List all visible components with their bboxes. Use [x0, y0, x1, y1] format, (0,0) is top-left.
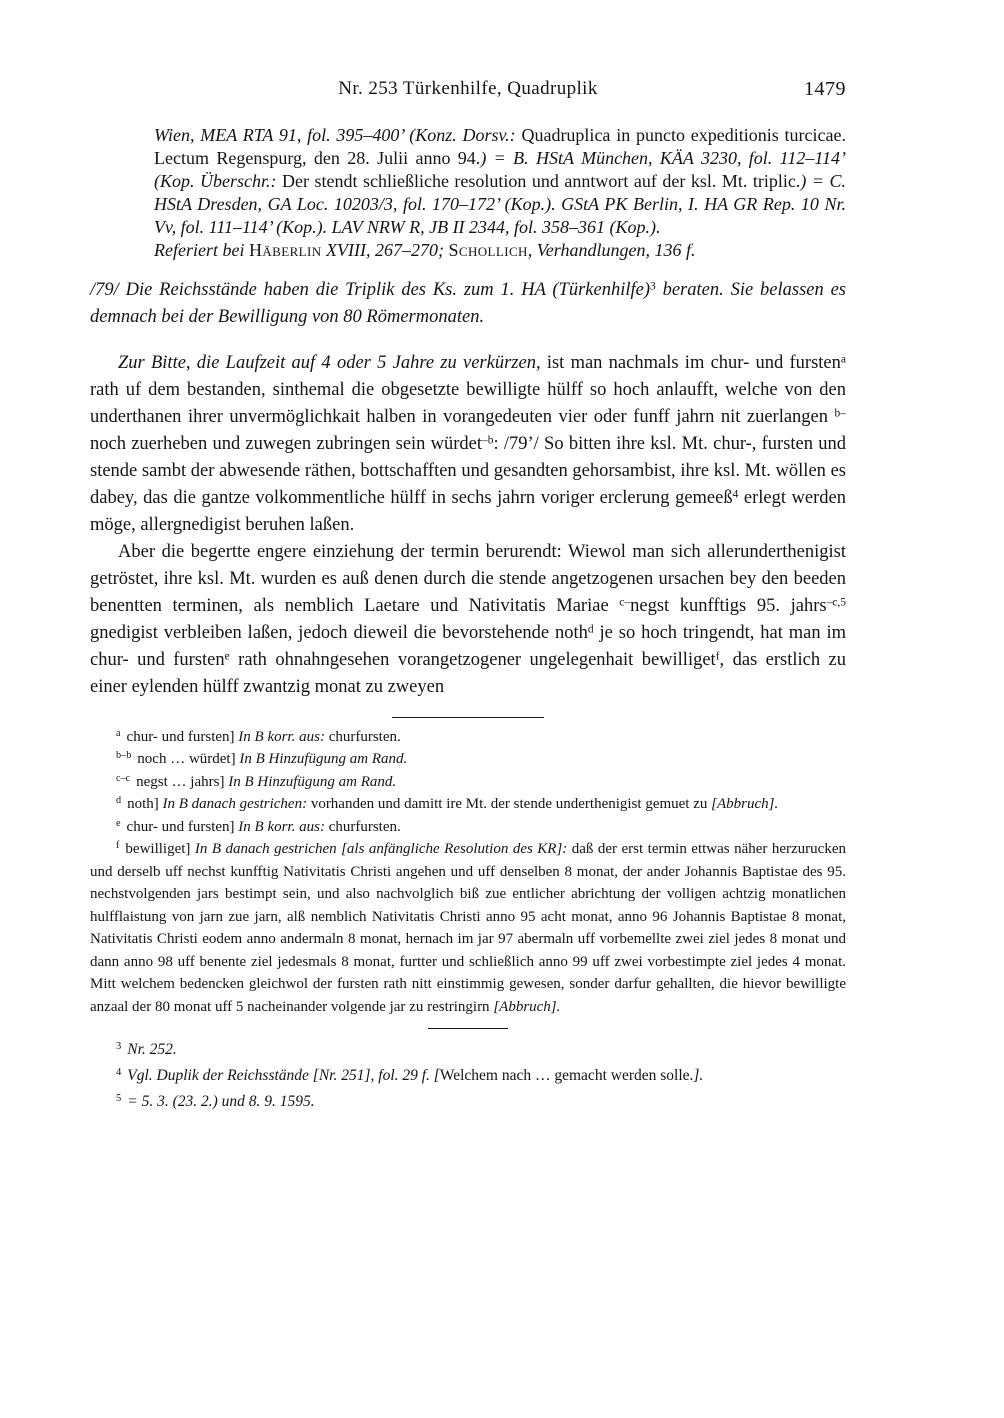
text-block	[90, 78, 846, 1115]
note-text: bewilliget] In B danach gestrichen [als anfängliche Resolution des KR]: daß der erst termin ettwas näher herzurucken und derselb uff nechst kunfftig Nativitatis Christi angehen und uff denselben 8 monat, der ander Johannis Baptistae des 95. nechstvolgenden jars bestimpt sein, und also nachvolglich biß zue entlicher abrichtung der volligen achtzig monatlichen hulfflaistung von jarn zue jarn, alß nemblich Nativitatis Christi anno 95 acht monat, anno 96 Johannis Baptistae 8 monat, Nativitatis Christi eodem anno andermaln 8 monat, hernach im jar 97 abermaln uff vorbemellte zwei ziel jedes 8 monat und dann anno 98 uff benente ziel jedesmals 8 monat, furtter und schließlich anno 99 uff zwei vorbestimpte ziel jedes 4 monat. Mitt welchem bedencken gleichwol der fursten rath nitt einstimmig gewesen, sonder darfur gehallten, die hievor bewilligte anzaal der 80 monat uff 5 nacheinander volgende jar zu restringirn [Abbruch].	[90, 841, 846, 1015]
header-title: Nr. 253 Türkenhilfe, Quadruplik	[338, 78, 598, 99]
note-text: noth] In B danach gestrichen: vorhanden und damitt ire Mt. der stende underthenigist gemuet zu [Abbruch].	[127, 796, 779, 812]
footnote-text: = 5. 3. (23. 2.) und 8. 9. 1595.	[127, 1093, 315, 1110]
note-marker: d	[116, 795, 122, 807]
footnote-separator-rule	[428, 1028, 508, 1029]
apparatus-separator-rule	[392, 717, 544, 718]
source-description: Wien, MEA RTA 91, fol. 395–400’ (Konz. Dorsv.: Quadruplica in puncto expeditionis turcicae. Lectum Regenspurg, den 28. Julii anno 94.) = B. HStA München, KÄA 3230, fol. 112–114’ (Kop. Überschr.: Der stendt schließliche resolution und anntwort auf der ksl. Mt. triplic.) = C. HStA Dresden, GA Loc. 10203/3, fol. 170–172’ (Kop.). GStA PK Berlin, I. HA GR Rep. 10 Nr. Vv, fol. 111–114’ (Kop.). LAV NRW R, JB II 2344, fol. 358–361 (Kop.).	[154, 125, 846, 237]
footnote-marker: 3	[116, 1041, 122, 1053]
apparatus-note-e	[90, 816, 846, 839]
footnote-text: Vgl. Duplik der Reichsstände [Nr. 251], fol. 29 f. [Welchem nach … gemacht werden solle.].	[127, 1067, 704, 1084]
apparatus-note-c	[90, 771, 846, 794]
apparatus-note-b	[90, 748, 846, 771]
note-marker: a	[116, 727, 121, 739]
note-text: chur- und fursten] In B korr. aus: churfursten.	[126, 728, 401, 745]
apparatus-note-a	[90, 726, 846, 749]
note-text: negst … jahrs] In B Hinzufügung am Rand.	[136, 773, 397, 790]
body-paragraph-1: Zur Bitte, die Laufzeit auf 4 oder 5 Jahre zu verkürzen, ist man nachmals im chur- und fursten$^a$ rath uf dem bestanden, sinthemal die obgesetzte bewilligte hülff so hoch anlaufft, welche von den underthanen ihrer unvermöglichkait halben in vorangedeuten vier oder funff jahrn nit zuerlangen $^{b-}$noch zuerheben und zuwegen zubringen sein würdet$^{-b}$: /79’/ So bitten ihre ksl. Mt. chur-, fursten und stende sambt der abwesende räthen, bottschafften und gesandten gehorsambist, ihre ksl. Mt. wöllen es dabey, das die gantze volkommentliche hülff in sechs jahrn voriger erclerung gemeeß$^4$ erlegt werden möge, allergnedigist beruhen laßen.	[90, 352, 846, 535]
note-marker: c–c	[116, 772, 131, 784]
footnotes-block	[90, 1037, 846, 1115]
footnote-text: Nr. 252.	[127, 1041, 177, 1058]
apparatus-note-d	[90, 793, 846, 816]
body-paragraph-2: Aber die begertte engere einziehung der termin berurendt: Wiewol man sich allerunderthenigist getröstet, ihre ksl. Mt. wurden es auß denen durch die stende angetzogenen ursachen bey den beeden benentten terminen, als nemblich Laetare und Nativitatis Mariae $^{c-}$negst kunfftigs 95. jahrs$^{-c,5}$ gnedigist verbleiben laßen, jedoch dieweil die bevorstehende noth$^d$ je so hoch tringendt, hat man im chur- und fursten$^e$ rath ohnahngesehen vorangetzogener ungelegenhait bewilliget$^f$, das erstlich zu einer eylenden hülff zwantzig monat zu zweyen	[90, 541, 846, 697]
page-number: 1479	[804, 78, 846, 100]
footnote-marker: 4	[116, 1067, 122, 1079]
note-marker: e	[116, 817, 121, 829]
summary-paragraph: /79/ Die Reichsstände haben die Triplik des Ks. zum 1. HA (Türkenhilfe)$^3$ beraten. Sie belassen es demnach bei der Bewilligung von 80 Römermonaten.	[90, 280, 846, 327]
note-text: noch … würdet] In B Hinzufügung am Rand.	[137, 751, 408, 767]
note-marker: b–b	[116, 750, 132, 762]
running-header	[90, 78, 846, 106]
apparatus-block	[90, 726, 846, 1019]
footnote-3	[90, 1037, 846, 1063]
reference-line: Referiert bei Häberlin XVIII, 267–270; Schollich, Verhandlungen, 136 f.	[154, 240, 696, 260]
footnote-marker: 5	[116, 1093, 122, 1105]
apparatus-note-f	[90, 838, 846, 1018]
source-description-block	[154, 124, 846, 262]
footnote-4	[90, 1063, 846, 1089]
note-marker: f	[116, 840, 120, 852]
note-text: chur- und fursten] In B korr. aus: churfursten.	[126, 818, 401, 835]
footnote-5	[90, 1089, 846, 1115]
